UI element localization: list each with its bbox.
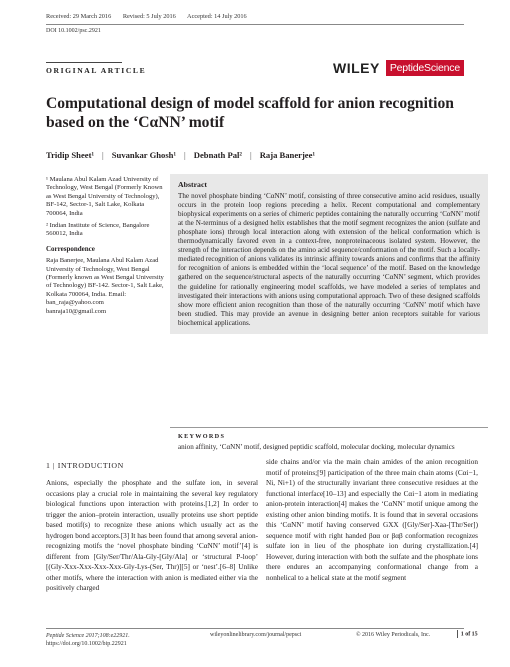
footer-rule	[46, 628, 464, 629]
body-column-left	[46, 478, 258, 594]
affiliation: ² Indian Institute of Science, Bangalore 560012, India	[46, 222, 150, 238]
abstract-box	[170, 174, 488, 334]
author[interactable]: Tridip Sheet¹	[46, 150, 95, 160]
article-type: ORIGINAL ARTICLE	[46, 66, 147, 75]
author[interactable]: Raja Banerjee¹	[259, 150, 316, 160]
journal-website[interactable]: wileyonlinelibrary.com/journal/pepsci	[210, 632, 302, 638]
affiliation: ¹ Maulana Abul Kalam Azad University of Technology, West Bengal (Formerly Known as West Bengal University of Technology), BF-142, Sector-1, Salt Lake, Kolkata 700064, India	[46, 176, 163, 217]
abstract-heading: Abstract	[178, 180, 208, 189]
body-column-right	[266, 457, 478, 583]
doi-link[interactable]: https://doi.org/10.1002/bip.22921	[46, 641, 127, 647]
header-rule	[46, 24, 464, 25]
received-date: Received: 29 March 2016	[46, 13, 112, 20]
affiliations-panel	[46, 176, 164, 320]
wiley-logo: WILEY	[332, 60, 380, 76]
copyright: © 2016 Wiley Periodicals, Inc.	[356, 632, 431, 638]
keywords-block	[178, 432, 480, 452]
keywords-rule	[170, 427, 488, 428]
intro-paragraph: side chains and/or via the main chain amides of the anion recognition motif of proteins;[9] participation of the three main chain atoms (Cαi−1, Ni, Ni+1) of the structurally invariant three consecutive residues at the functional interface[10–13] and especially the Cαi−1 atom in mediating anion-protein interaction[4] makes the ‘CαNN’ motif unique among the existing other anion binding motifs. It is found that in several occasions this ‘CαNN’ motif having conserved GXX ([Gly/Ser]-Xaa-[Thr/Ser]) sequence motif with right handed βαα or βαβ conformation recognizes sulfate ion in lieu of the phosphate ion during crystallization.[4] However, during interaction with both the sulfate and the phosphate ions there endures an accompanying conformational change from a nonhelical to a helical state at the motif segment	[266, 458, 478, 582]
article-dates	[46, 13, 257, 20]
intro-paragraph: Anions, especially the phosphate and the sulfate ion, in several occasions play a crucial role in maintaining the several key regulatory biological functions upon interaction with proteins.[1,2] In order to trigger the anion–protein interaction, usually proteins use short peptide based motif(s) to recognize these anions which usually act as the hydrogen bond acceptors.[3] It has been found that among several anion-recognizing motifs the ‘novel phosphate binding ‘CαNN’ motif’[4] is different from [Gly/Ser/Thr/Ala-Gly-[Gly/Ala] or ‘structural P-loop’ [(Gly-Xxx-Xxx-Xxx-Xxx-Gly-Lys-(Ser, Thr)][5] or ‘nest’.[6–8] Unlike other motifs, where the interaction with anion is mediated either via the positively charged	[46, 479, 258, 592]
author[interactable]: Suvankar Ghosh¹	[111, 150, 177, 160]
footer-citation-block	[46, 632, 130, 648]
correspondence-heading: Correspondence	[46, 244, 95, 253]
accepted-date: Accepted: 14 July 2016	[187, 13, 247, 20]
publisher-logo	[333, 60, 464, 76]
peptide-science-logo: PeptideScience	[386, 60, 464, 76]
keywords-heading: KEYWORDS	[178, 433, 226, 440]
author-list: Tridip Sheet¹ | Suvankar Ghosh¹ | Debnath Pal² | Raja Banerjee¹	[46, 150, 316, 160]
page-number	[454, 630, 478, 638]
revised-date: Revised: 5 July 2016	[122, 13, 176, 20]
article-title: Computational design of model scaffold for anion recognition based on the ‘CαNN’ motif	[46, 95, 454, 131]
doi[interactable]: DOI 10.1002/psc.2921	[46, 28, 101, 34]
abstract-text: The novel phosphate binding ‘CαNN’ motif, consisting of three consecutive amino acid residues, usually occurs in the protein loop regions preceding a helix. Recent computational and complementary biophysical experiments on a series of chimeric peptides containing the naturally occurring ‘CαNN’ motif at the N-terminus of a designed helix establishes that the motif segment recognizes the anion (sulfate and phosphate ions) through local interaction along with extension of the helical conformation which is thermodynamically favored even in a context-free, nonproteinaceous isolated system. However, the strength of the interaction depends on the amino acid sequence/conformation of the motif. Such a locally-mediated recognition of anions validates its intrinsic affinity towards anions and confirms that the affinity for recognition of anions is embedded within the ‘local sequence’ of the motif. Based on the knowledge gathered on the sequence/structural aspects of the naturally occurring ‘CαNN’ segment, which provides the guideline for rationally engineering model scaffolds, we have modeled a series of templates and investigated their interactions with anions using computational approach. Two of these designed scaffolds show more efficient anion recognition than those of the naturally occurring ‘CαNN’ motif which have been studied. This may provide an avenue in designing better anion receptors suitable for various biochemical applications.	[178, 192, 480, 327]
citation: Peptide Science 2017;108:e22921.	[46, 633, 130, 639]
section-heading-introduction: 1 | INTRODUCTION	[46, 461, 124, 470]
author[interactable]: Debnath Pal²	[193, 150, 242, 160]
article-type-rule	[46, 62, 122, 63]
page-label: 1 of 15	[460, 631, 478, 638]
keywords-text: anion affinity, ‘CαNN’ motif, designed peptidic scaffold, molecular docking, molecular dynamics	[178, 443, 455, 451]
correspondence-text: Raja Banerjee, Maulana Abul Kalam Azad University of Technology, West Bengal (Formerly known as West Bengal University of Technology) BF-142. Sector-1, Salt Lake, Kolkata 700064, India. Email: ban_raja@yahoo.com banraja10@gmail.com	[46, 257, 164, 315]
